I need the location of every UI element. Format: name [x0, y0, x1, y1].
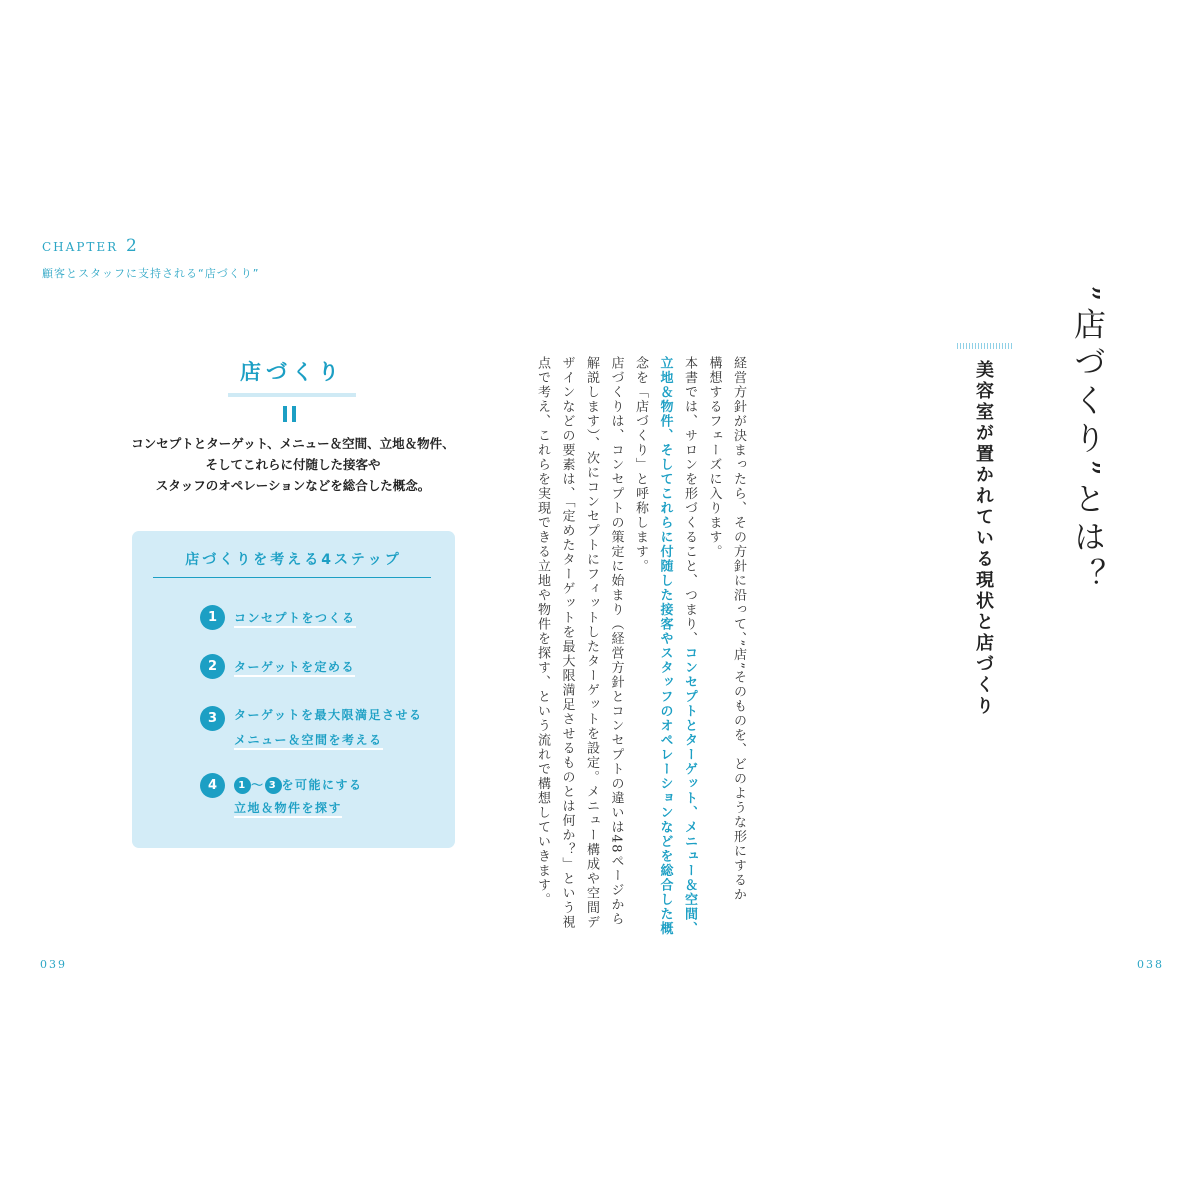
step-item — [234, 658, 355, 675]
definition-line: そしてこれらに付随した接客や — [205, 457, 381, 472]
step-item — [234, 799, 342, 816]
step-text-line1: ターゲットを最大限満足させる — [234, 708, 423, 722]
definition-text — [130, 433, 456, 496]
step-text-rest: を可能にする — [281, 778, 363, 792]
body-line-highlight: 立地＆物件、そしてこれらに付随した接客やスタッフのオペレーションなどを総合した概 — [657, 356, 673, 936]
step-text: ターゲットを定める — [234, 660, 355, 677]
step-text-line2: メニュー＆空間を考える — [234, 733, 383, 750]
chapter-subtitle: 顧客とスタッフに支持される“店づくり” — [42, 267, 260, 280]
step-number-badge: 3 — [200, 706, 225, 731]
definition-line: スタッフのオペレーションなどを総合した概念。 — [155, 478, 431, 493]
step-number-badge: 4 — [200, 773, 225, 798]
step-text-line2: 立地＆物件を探す — [234, 801, 342, 818]
step-ref-badge: 3 — [265, 777, 282, 794]
body-line: 店づくりは、コンセプトの策定に始まり（経営方針とコンセプトの違いは48ページから — [608, 356, 624, 927]
step-item — [234, 609, 356, 626]
highlight-text: コンセプトとターゲット、メニュー＆空間、 — [682, 646, 697, 936]
step-text-line1 — [234, 776, 363, 794]
step-item — [234, 731, 383, 748]
body-line: ザインなどの要素は、「定めたターゲットを最大限満足させるものとは何か？」という視 — [559, 356, 575, 930]
chapter-word: CHAPTER — [42, 240, 119, 254]
body-line: 経営方針が決まったら、その方針に沿って、”店”そのものを、どのような形にするか — [731, 356, 746, 903]
body-line — [677, 356, 702, 936]
body-line: 解説します）、次にコンセプトにフィットしたターゲットを設定。メニュー構成や空間デ — [584, 356, 599, 930]
page-number-right: 038 — [1137, 958, 1164, 971]
definition-line: コンセプトとターゲット、メニュー＆空間、立地＆物件、 — [131, 436, 455, 451]
steps-title: 店づくりを考える4ステップ — [185, 552, 402, 568]
body-line: 念を「店づくり」と呼称します。 — [633, 356, 648, 574]
steps-title-rule — [153, 577, 431, 578]
body-line: 点で考え、これらを実現できる立地や物件を探す、という流れで構想していきます。 — [535, 356, 550, 907]
body-line: 構想するフェーズに入ります。 — [706, 356, 722, 559]
step-ref-badge: 1 — [234, 777, 251, 794]
body-text — [530, 356, 751, 936]
chapter-number: 2 — [126, 236, 137, 256]
section-rule — [957, 343, 1013, 349]
step-number-badge: 1 — [200, 605, 225, 630]
page-number-left: 039 — [40, 958, 67, 971]
chapter-label — [42, 236, 137, 256]
page-title: ”店づくり”とは？ — [1069, 285, 1107, 596]
step-number-badge: 2 — [200, 654, 225, 679]
body-line-text: 本書では、サロンを形づくること、つまり、 — [682, 356, 697, 646]
equals-icon — [283, 406, 296, 422]
definition-term: 店づくり — [240, 360, 344, 384]
section-heading: 美容室が置かれている現状と店づくり — [973, 360, 994, 717]
step-text: コンセプトをつくる — [234, 611, 356, 628]
step-ref-separator: 〜 — [251, 778, 265, 792]
definition-term-underline — [228, 393, 356, 397]
